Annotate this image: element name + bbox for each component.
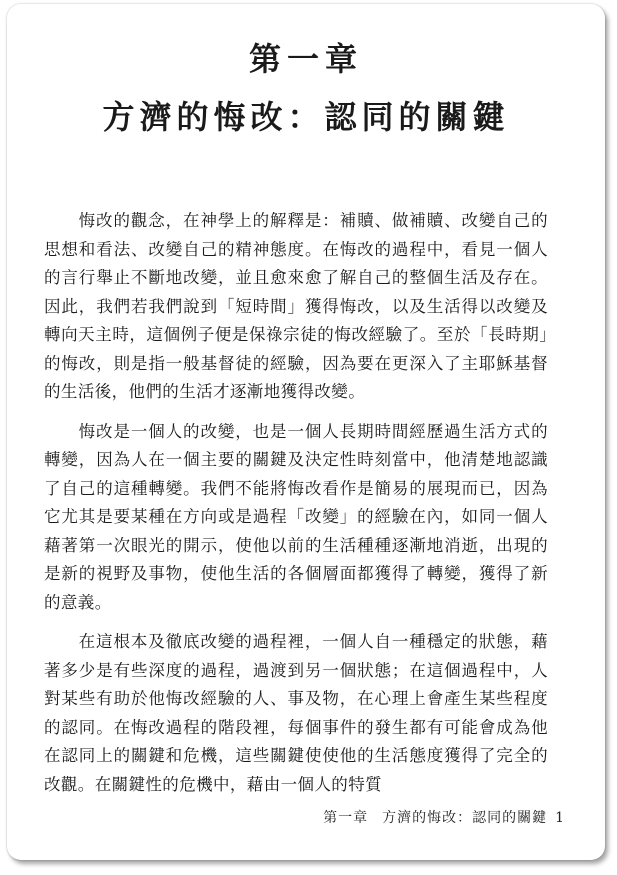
footer-chapter-title: 方濟的悔改：認同的關鍵	[382, 810, 548, 826]
running-footer	[323, 807, 565, 827]
footer-chapter-label: 第一章	[323, 810, 369, 826]
paragraph: 悔改的觀念，在神學上的解釋是：補贖、做補贖、改變自己的思想和看法、改變自己的精神態度。在悔改的過程中，看見一個人的言行舉止不斷地改變，並且愈來愈了解自己的整個生活及存在。因此，我們若我們說到「短時間」獲得悔改，以及生活得以改變及轉向天主時，這個例子便是保祿宗徒的悔改經驗了。至於「長時期」的悔改，則是指一般基督徒的經驗，因為要在更深入了主耶穌基督的生活後，他們的生活才逐漸地獲得改變。	[44, 211, 548, 401]
paragraph: 在這根本及徹底改變的過程裡，一個人自一種穩定的狀態，藉著多少是有些深度的過程，過渡到另一個狀態；在這個過程中，人對某些有助於他悔改經驗的人、事及物，在心理上會產生某些程度的認同。在悔改過程的階段裡，每個事件的發生都有可能會成為他在認同上的關鍵和危機，這些關鍵使使他的生活態度獲得了完全的改觀。在關鍵性的危機中，藉由一個人的特質	[44, 632, 548, 794]
page-number: 1	[555, 810, 565, 826]
body-text	[44, 207, 548, 810]
chapter-number: 第一章	[248, 40, 363, 78]
chapter-title: 方濟的悔改：認同的關鍵	[102, 98, 510, 136]
book-page	[7, 4, 605, 860]
paragraph: 悔改是一個人的改變，也是一個人長期時間經歷過生活方式的轉變，因為人在一個主要的關鍵及決定性時刻當中，他清楚地認識了自己的這種轉變。我們不能將悔改看作是簡易的展現而已，因為它尤其是要某種在方向或是過程「改變」的經驗在內，如同一個人藉著第一次眼光的開示，使他以前的生活種種逐漸地消逝，出現的是新的視野及事物，使他生活的各個層面都獲得了轉變，獲得了新的意義。	[44, 421, 548, 612]
